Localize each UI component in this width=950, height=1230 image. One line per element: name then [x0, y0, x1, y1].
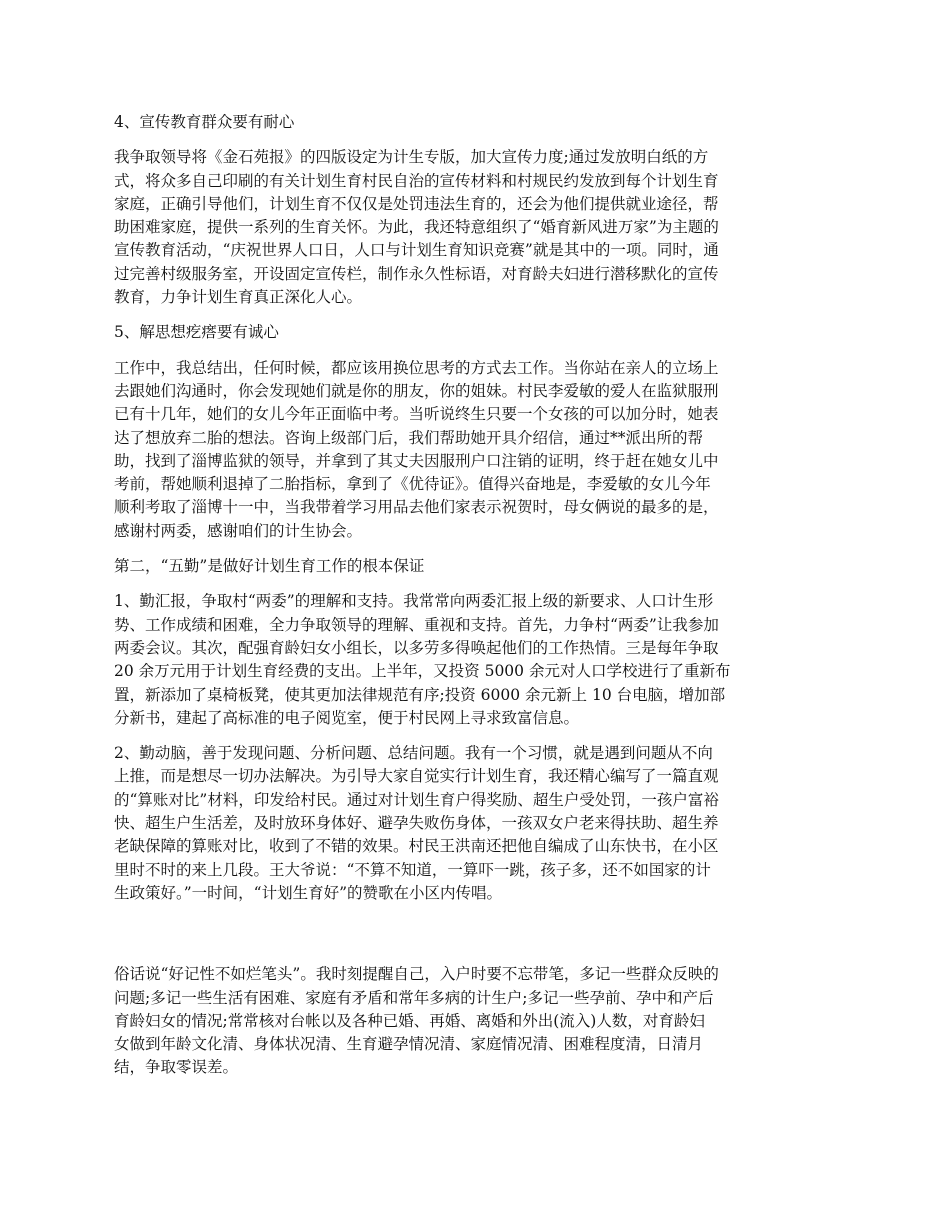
section-heading-4: 4、宣传教育群众要有耐心	[114, 113, 295, 131]
paragraph-ideological-issues: 工作中，我总结出，任何时候，都应该用换位思考的方式去工作。当你站在亲人的立场上 去跟她们沟通时，你会发现她们就是你的朋友，你的姐妹。村民李爱敏的爱人在监狱服刑 已有十几年，她们的女儿今年正面临中考。当听说终生只要一个女孩的可以加分时，她表 达了想放弃二胎的想法。咨询上级部门后，我们帮助她开具介绍信，通过**派出所的帮 助，找到了淄博监狱的领导，并拿到了其丈夫因服刑户口注销的证明，终于赶在她女儿中 考前，帮她顺利退掉了二胎指标，拿到了《优待证》。值得兴奋地是，李爱敏的女儿今年 顺利考取了淄博十一中，当我带着学习用品去他们家表示祝贺时，母女俩说的最多的是， 感谢村两委，感谢咱们的计生协会。	[114, 358, 719, 540]
paragraph-diligent-recording: 俗话说“好记性不如烂笔头”。我时刻提醒自己，入户时要不忘带笔，多记一些群众反映的 问题;多记一些生活有困难、家庭有矛盾和常年多病的计生户;多记一些孕前、孕中和产后 育龄妇女的情况;常常核对台帐以及各种已婚、再婚、离婚和外出(流入)人数，对育龄妇 女做到年龄文化清、身体状况清、生育避孕情况清、家庭情况清、困难程度清，日清月 结，争取零误差。	[114, 965, 719, 1077]
section-heading-five-diligences: 第二，“五勤”是做好计划生育工作的根本保证	[114, 557, 425, 576]
section-heading-5: 5、解思想疙瘩要有诚心	[114, 323, 279, 342]
blank-gap	[114, 917, 838, 963]
paragraph-diligent-thinking: 2、勤动脑，善于发现问题、分析问题、总结问题。我有一个习惯，就是遇到问题从不向 上推，而是想尽一切办法解决。为引导大家自觉实行计划生育，我还精心编写了一篇直观 的“算账对比”材料，印发给村民。通过对计划生育户得奖励、超生户受处罚，一孩户富裕 快、超生户生活差，及时放环身体好、避孕失败伤身体，一孩双女户老来得扶助、超生养 老缺保障的算账对比，收到了不错的效果。村民王洪南还把他自编成了山东快书，在小区 里时不时的来上几段。王大爷说：“不算不知道，一算吓一跳，孩子多，还不如国家的计 生政策好。”一时间，“计划生育好”的赞歌在小区内传唱。	[114, 744, 719, 902]
paragraph-diligent-reporting: 1、勤汇报，争取村“两委”的理解和支持。我常常向两委汇报上级的新要求、人口计生形 势、工作成绩和困难，全力争取领导的理解、重视和支持。首先，力争村“两委”让我参加 两委会议。其次，配强育龄妇女小组长，以多劳多得唤起他们的工作热情。三是每年争取 20 余万元用于计划生育经费的支出。上半年，又投资 5000 余元对人口学校进行了重新布 置，新添加了桌椅板凳，使其更加法律规范有序;投资 6000 余元新上 10 台电脑，增加部 分新书，建起了高标准的电子阅览室，便于村民网上寻求致富信息。	[114, 592, 731, 727]
paragraph-publicity-education: 我争取领导将《金石苑报》的四版设定为计生专版，加大宣传力度;通过发放明白纸的方 式，将众多自己印刷的有关计划生育村民自治的宣传材料和村规民约发放到每个计划生育 家庭，正确引导他们，计划生育不仅仅是处罚违法生育的，还会为他们提供就业途径，帮 助困难家庭，提供一系列的生育关怀。为此，我还特意组织了“婚育新风进万家”为主题的 宣传教育活动，“庆祝世界人口日，人口与计划生育知识竞赛”就是其中的一项。同时，通 过完善村级服务室，开设固定宣传栏，制作永久性标语，对育龄夫妇进行潜移默化的宣传 教育，力争计划生育真正深化人心。	[114, 148, 719, 307]
document-page	[114, 111, 838, 1092]
